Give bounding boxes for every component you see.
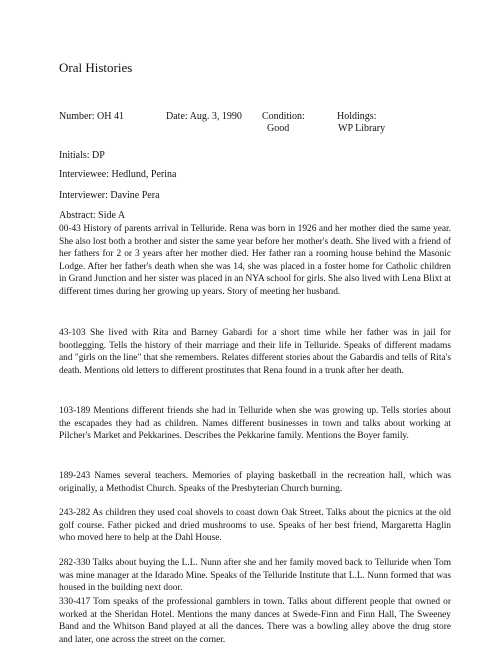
condition-label: Condition: (262, 111, 305, 122)
abstract-paragraph: 103-189 Mentions different friends she had in Telluride when she was growing up. Tells stories about the escapades they had as children. Names different businesses in town and talks about working at Pilcher's Market and Pekkarines. Describes the Pekkarine family. Mentions the Boyer family. (59, 406, 451, 442)
holdings-label: Holdings: (337, 111, 377, 122)
abstract-paragraph: 282-330 Talks about buying the L.L. Nunn after she and her family moved back to Telluride when Tom was mine manager at the Idarado Mine. Speaks of the Telluride Institute that L.L. Nunn formed that was housed in the building next door. (59, 558, 451, 594)
abstract-paragraph: 330-417 Tom speaks of the professional gamblers in town. Talks about different people that owned or worked at the Sheridan Hotel. Mentions the many dances at Swede-Finn and Finn Hall, The Sweeney Band and the Whitson Band played at all the dances. There was a bowling alley above the drug store and later, one across the street on the corner. (59, 597, 451, 645)
condition-value: Good (267, 123, 290, 134)
abstract-paragraph: 189-243 Names several teachers. Memories of playing basketball in the recreation hall, which was originally, a Methodist Church. Speaks of the Presbyterian Church burning. (59, 471, 451, 494)
abstract-paragraph: 243-282 As children they used coal shovels to coast down Oak Street. Talks about the picnics at the old golf course. Father picked and dried mushrooms to use. Speaks of her best friend, Margaretta Haglin who moved here to help at the Dahl House. (59, 508, 451, 544)
interviewee: Interviewee: Hedlund, Perina (59, 169, 177, 180)
abstract-paragraph: 00-43 History of parents arrival in Telluride. Rena was born in 1926 and her mother died the same year. She also lost both a brother and sister the same year before her mother's death. She lived with a friend of her fathers for 2 or 3 years after her mother died. Her father ran a rooming house behind the Masonic Lodge. After her father's death when she was 14, she was placed in a foster home for Catholic children in Grand Junction and her sister was placed in an NYA school for girls. She also lived with Lena Blixt at different times during her growing up years. Story of meeting her husband. (59, 224, 451, 297)
document-title: Oral Histories (59, 60, 133, 75)
abstract-heading: Abstract: Side A (59, 210, 126, 221)
interviewer: Interviewer: Davine Pera (59, 190, 160, 201)
oral-history-number: Number: OH 41 (59, 111, 124, 122)
holdings-value: WP Library (338, 123, 386, 134)
interview-date: Date: Aug. 3, 1990 (166, 111, 242, 122)
initials: Initials: DP (59, 150, 105, 161)
abstract-paragraph: 43-103 She lived with Rita and Barney Gabardi for a short time while her father was in jail for bootlegging. Tells the history of their marriage and their life in Telluride. Speaks of different madams and "girls on the line" that she remembers. Relates different stories about the Gabardis and tells of Rita's death. Mentions old letters to different prostitutes that Rena found in a trunk after her death. (59, 328, 451, 376)
